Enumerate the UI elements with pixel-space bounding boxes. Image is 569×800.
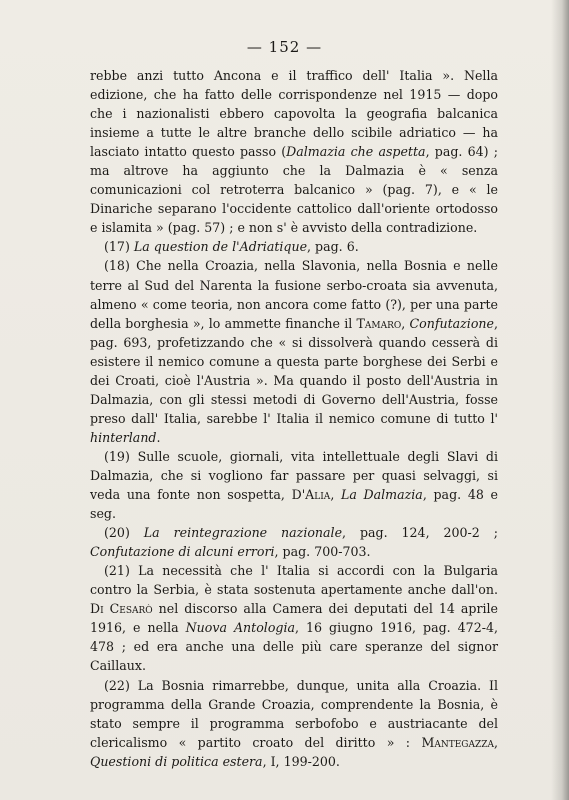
citation-title: La reintegrazione nazionale [143,525,343,541]
citation-title: Confutazione di alcuni errori [90,544,275,560]
footnote-22 [90,676,498,771]
footnote-text: (22) La Bosnia rimarrebbe, dunque, unita alla Croazia. Il programma della Grande Croazia, comprendente la Bosnia, è stato sempre il programma serbofobo e austriacante del clericalismo « partito croato del diritto » : [90,677,498,750]
footnote-text: nel discorso alla Camera dei deputati del 14 aprile 1916, e nella [90,601,498,636]
author-name: Alia [305,487,331,503]
footnote-text: , pag. 124, 200-2 ; [342,525,498,541]
footnote-19 [90,447,498,523]
citation-title: hinterland [90,429,157,445]
footnote-text: , [330,487,341,503]
footnote-text: , pag. 693, profetizzando che « si dissolverà quando cesserà di esistere il nemico comune a questa parte borghese dei Serbi e dei Croati, cioè l'Austria ». Ma quando il posto dell'Austria in Dalmazia, con gli stessi metodi di Governo dell'Austria, fosse preso dall' Italia, sarebbe l' Italia il nemico comune di tutto l' [90,315,498,426]
footnote-text: (18) Che nella Croazia, nella Slavonia, nella Bosnia e nelle terre al Sud del Narenta la fusione serbo-croata sia avvenuta, almeno « come teoria, non ancora come fatto (?), per una parte della borghesia », lo ammette finanche il [90,258,498,331]
footnote-21 [90,561,498,675]
footnote-text: , pag. 64) ; ma altrove ha aggiunto che la Dalmazia è « senza comunicazioni col retroterra balcanico » (pag. 7), e « le Dinariche separano l'occidente cattolico dall'oriente ortodosso e islamita » (pag. 57) ; e non s' è avvisto della contradizione. [90,144,498,236]
footnote-text: , 16 giugno 1916, pag. 472-4, 478 ; ed era anche una delle più care speranze del signor Caillaux. [90,620,498,674]
citation-title: La question de l'Adriatique [133,239,308,255]
citation-title: Questioni di politica estera [90,753,263,769]
footnote-text: , pag. 700-703. [274,544,371,560]
page-edge-shadow [551,0,569,800]
footnote-text: , [401,315,410,331]
citation-title: Nuova Antologia [185,620,296,636]
footnote-text: (21) La necessità che l' Italia si accordi con la Bulgaria contro la Serbia, è stata sostenuta apertamente anche dall'on. [90,563,498,598]
footnote-text: , pag. 6. [307,239,359,255]
footnote-text: , I, 199-200. [262,753,340,769]
footnote-text: . [156,429,161,445]
author-name: Di Cesarò [90,601,153,617]
footnote-continuation [90,66,498,237]
author-name: Tamaro [356,315,402,331]
footnote-text: (20) [104,525,144,541]
citation-title: La Dalmazia [341,487,423,503]
footnote-18 [90,256,498,446]
footnotes [90,66,498,771]
footnote-20 [90,523,498,561]
footnote-text: (19) Sulle scuole, giornali, vita intellettuale degli Slavi di Dalmazia, che si vogliono far passare per quasi selvaggi, si veda una fonte non sospetta, D' [90,448,498,503]
citation-title: Confutazione [409,315,494,331]
footnote-text: , [493,734,498,750]
footnote-text: (17) [104,239,134,255]
footnote-text: , pag. 48 e seg. [90,487,498,522]
author-name: Mantegazza [421,734,494,750]
footnote-text: rebbe anzi tutto Ancona e il traffico dell' Italia ». Nella edizione, che ha fatto delle corrispondenze nel 1915 — dopo che i nazionalisti ebbero capovolta la geografia balcanica insieme a tutte le altre branche dello scibile adriatico — ha lasciato intatto questo passo ( [90,68,498,160]
footnote-17 [90,237,498,256]
page-number: — 152 — [246,38,323,56]
citation-title: Dalmazia che aspetta [286,144,426,160]
